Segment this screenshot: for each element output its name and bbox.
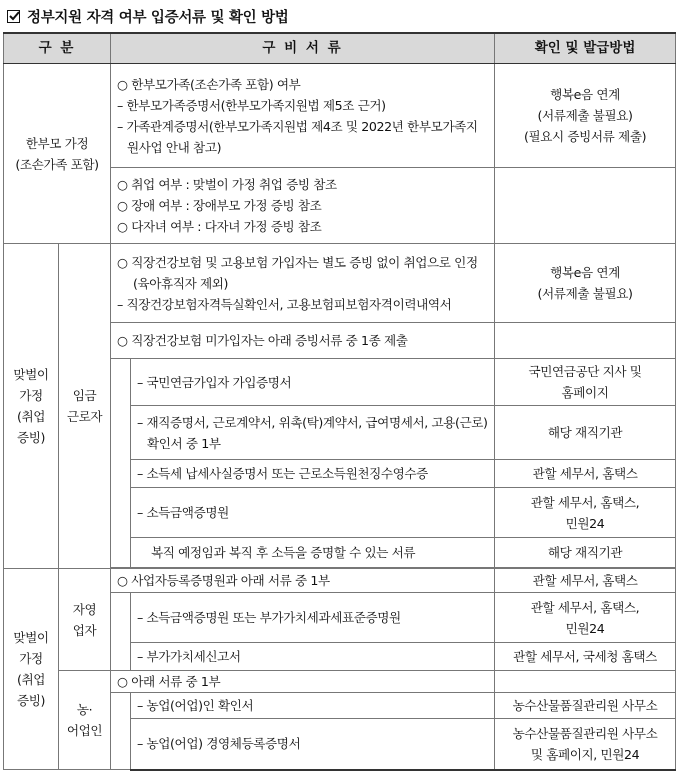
- subcategory-farmer: 농· 어업인: [59, 671, 111, 770]
- farm-method-2: 농수산물품질관리원 사무소 및 홈페이지, 민원24: [495, 719, 676, 770]
- subcategory-wage-worker: 임금 근로자: [59, 244, 111, 569]
- indent-cell: [111, 693, 131, 770]
- self-method-1: 관할 세무서, 홈택스, 민원24: [495, 593, 676, 643]
- insurance-docs: ○ 직장건강보험 및 고용보험 가입자는 별도 증빙 없이 취업으로 인정(육아휴직자 제외) – 직장건강보험자격득실확인서, 고용보험피보험자격이력내역서: [111, 244, 495, 323]
- header-category: 구 분: [4, 33, 111, 64]
- farm-doc-1: – 농업(어업)인 확인서: [131, 693, 495, 719]
- wage-doc-5: 복직 예정임과 복직 후 소득을 증명할 수 있는 서류: [131, 538, 495, 568]
- section-heading: [7, 4, 289, 28]
- header-documents: 구 비 서 류: [111, 33, 495, 64]
- wage-doc-2: – 재직증명서, 근로계약서, 위촉(탁)계약서, 급여명세서, 고용(근로)확인서 중 1부: [131, 406, 495, 460]
- farm-doc-2: – 농업(어업) 경영체등록증명서: [131, 719, 495, 770]
- wage-method-3: 관할 세무서, 홈택스: [495, 460, 676, 488]
- empty-cell: [495, 671, 676, 693]
- non-insured-docs: ○ 직장건강보험 미가입자는 아래 증빙서류 중 1종 제출: [111, 323, 495, 359]
- self-employed-main: ○ 사업자등록증명원과 아래 서류 중 1부: [111, 569, 495, 593]
- self-doc-2: – 부가가치세신고서: [131, 643, 495, 671]
- section-title: 정부지원 자격 여부 입증서류 및 확인 방법: [27, 9, 289, 26]
- farm-method-1: 농수산물품질관리원 사무소: [495, 693, 676, 719]
- wage-method-4: 관할 세무서, 홈택스, 민원24: [495, 488, 676, 538]
- wage-method-1: 국민연금공단 지사 및 홈페이지: [495, 359, 676, 406]
- checkbox-icon: [7, 10, 20, 23]
- requirements-table: [3, 32, 676, 771]
- table-row: [4, 671, 676, 693]
- insurance-method: 행복e음 연계 (서류제출 불필요): [495, 244, 676, 323]
- empty-cell: [495, 168, 676, 244]
- table-row: [4, 569, 676, 593]
- self-doc-1: – 소득금액증명원 또는 부가가치세과세표준증명원: [131, 593, 495, 643]
- wage-doc-1: – 국민연금가입자 가입증명서: [131, 359, 495, 406]
- single-parent-method: 행복e음 연계 (서류제출 불필요) (필요시 증빙서류 제출): [495, 64, 676, 168]
- category-dual-wage: 맞벌이 가정 (취업 증빙): [4, 244, 59, 569]
- wage-doc-4: – 소득금액증명원: [131, 488, 495, 538]
- single-parent-extra-docs: ○ 취업 여부 : 맞벌이 가정 취업 증빙 참조 ○ 장애 여부 : 장애부모 가정 증빙 참조 ○ 다자녀 여부 : 다자녀 가정 증빙 참조: [111, 168, 495, 244]
- wage-method-2: 해당 재직기관: [495, 406, 676, 460]
- wage-doc-3: – 소득세 납세사실증명서 또는 근로소득원천징수영수증: [131, 460, 495, 488]
- single-parent-docs: ○ 한부모가족(조손가족 포함) 여부 – 한부모가족증명서(한부모가족지원법 제5조 근거) – 가족관계증명서(한부모가족지원법 제4조 및 2022년 한부모가족지원사업 안내 참고): [111, 64, 495, 168]
- self-method-2: 관할 세무서, 국세청 홈택스: [495, 643, 676, 671]
- wage-method-5: 해당 재직기관: [495, 538, 676, 568]
- header-row: [4, 33, 676, 64]
- empty-cell: [495, 323, 676, 359]
- header-method: 확인 및 발급방법: [495, 33, 676, 64]
- category-dual-self: 맞벌이 가정 (취업 증빙): [4, 569, 59, 770]
- subcategory-self-employed: 자영 업자: [59, 569, 111, 671]
- table-row: [4, 64, 676, 168]
- indent-cell: [111, 593, 131, 671]
- table-row: [4, 244, 676, 323]
- category-single-parent: 한부모 가정 (조손가족 포함): [4, 64, 111, 244]
- self-employed-main-method: 관할 세무서, 홈택스: [495, 569, 676, 593]
- farmer-main: ○ 아래 서류 중 1부: [111, 671, 495, 693]
- indent-cell: [111, 359, 131, 568]
